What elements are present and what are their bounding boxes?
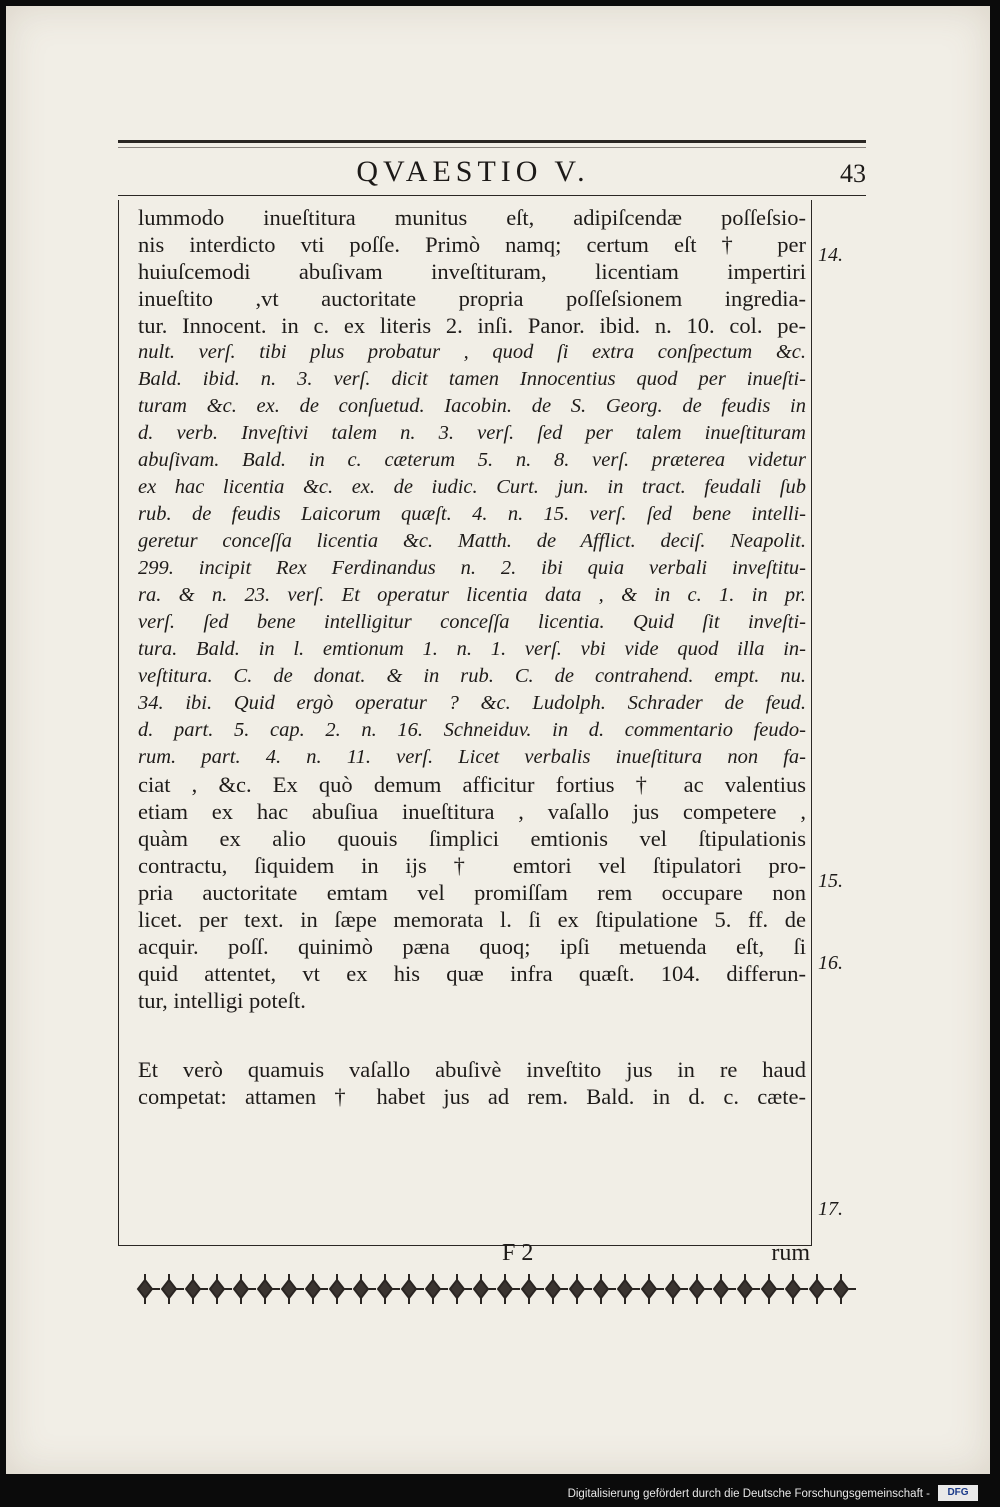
ornament-motif — [474, 1274, 496, 1304]
text-line: tur, intelligi poteſt. — [138, 988, 306, 1013]
ornament-motif — [522, 1274, 544, 1304]
text-line: nult. verſ. tibi plus probatur , quod ſi extra conſpectum &c. — [138, 341, 806, 363]
ornament-motif — [210, 1274, 232, 1304]
page-header — [118, 155, 866, 195]
text-line: verſ. ſed bene intelligitur conceſſa licentia. Quid ſit inveſti- — [138, 611, 806, 633]
paragraph-gap — [138, 1014, 806, 1056]
ornament-motif — [786, 1274, 808, 1304]
ornament-motif — [810, 1274, 832, 1304]
page-footer-line — [118, 1240, 810, 1272]
ornament-motif — [738, 1274, 760, 1304]
running-title: QVAESTIO V. — [356, 155, 590, 188]
header-rule — [118, 195, 866, 196]
margin-number: 16. — [818, 952, 843, 974]
ornament-motif — [594, 1274, 616, 1304]
top-rule — [118, 140, 866, 148]
margin-number: 15. — [818, 870, 843, 892]
ornament-motif — [258, 1274, 280, 1304]
text-line: 299. incipit Rex Ferdinandus n. 2. ibi quia verbali inveſtitu- — [138, 557, 806, 579]
text-line: quid attentet, vt ex his quæ infra quæſt. 104. differun- — [138, 961, 806, 986]
ornament-motif — [138, 1274, 160, 1304]
text-line: veſtitura. C. de donat. & in rub. C. de contrahend. empt. nu. — [138, 665, 806, 687]
ornament-motif — [570, 1274, 592, 1304]
text-line: lummodo inueſtitura munitus eſt, adipiſcendæ poſſeſsio- — [138, 205, 806, 230]
ornament-motif — [498, 1274, 520, 1304]
body-text — [138, 204, 806, 1110]
text-line: ex hac licentia &c. ex. de iudic. Curt. jun. in tract. feudali ſub — [138, 476, 806, 498]
text-line: turam &c. ex. de conſuetud. Iacobin. de S. Georg. de feudis in — [138, 395, 806, 417]
footer-bar — [0, 1474, 1000, 1507]
catchword: rum — [771, 1240, 810, 1266]
page-number: 43 — [840, 159, 866, 188]
ornament-motif — [162, 1274, 184, 1304]
text-line: geretur conceſſa licentia &c. Matth. de Afflict. deciſ. Neapolit. — [138, 530, 806, 552]
ornament-motif — [690, 1274, 712, 1304]
text-line: ra. & n. 23. verſ. Et operatur licentia data , & in c. 1. in pr. — [138, 584, 806, 606]
text-line: competat: attamen † habet jus ad rem. Bald. in d. c. cæte- — [138, 1084, 806, 1109]
text-line: d. verb. Inveſtivi talem n. 3. verſ. ſed per talem inueſtituram — [138, 422, 806, 444]
signature-mark: F 2 — [502, 1240, 534, 1266]
ornament-motif — [666, 1274, 688, 1304]
ornament-motif — [186, 1274, 208, 1304]
dfg-logo: DFG — [938, 1485, 978, 1501]
ornament-motif — [642, 1274, 664, 1304]
text-line: Bald. ibid. n. 3. verſ. dicit tamen Innocentius quod per inueſti- — [138, 368, 806, 390]
text-line: rum. part. 4. n. 11. verſ. Licet verbalis inueſtitura non fa- — [138, 746, 806, 768]
text-line: tura. Bald. in l. emtionum 1. n. 1. verſ. vbi vide quod illa in- — [138, 638, 806, 660]
ornament-motif — [426, 1274, 448, 1304]
ornament-motif — [378, 1274, 400, 1304]
text-line: inueſtito ,vt auctoritate propria poſſeſsionem ingredia- — [138, 286, 806, 311]
text-line: huiuſcemodi abuſivam inveſtituram, licentiam impertiri — [138, 259, 806, 284]
ornament-motif — [330, 1274, 352, 1304]
ornament-motif — [762, 1274, 784, 1304]
ornament-motif — [546, 1274, 568, 1304]
text-line: etiam ex hac abuſiua inueſtitura , vaſallo jus competere , — [138, 799, 806, 824]
ornament-motif — [234, 1274, 256, 1304]
text-line: acquir. poſſ. quinimò pæna quoq; ipſi metuenda eſt, ſi — [138, 934, 806, 959]
ornament-motif — [834, 1274, 856, 1304]
text-line: licet. per text. in ſæpe memorata l. ſi ex ſtipulatione 5. ff. de — [138, 907, 806, 932]
text-line: tur. Innocent. in c. ex literis 2. inſi. Panor. ibid. n. 10. col. pe- — [138, 313, 806, 338]
text-line: 34. ibi. Quid ergò operatur ? &c. Ludolph. Schrader de feud. — [138, 692, 806, 714]
ornament-motif — [282, 1274, 304, 1304]
text-line: quàm ex alio quouis ſimplici emtionis vel ſtipulationis — [138, 826, 806, 851]
text-line: d. part. 5. cap. 2. n. 16. Schneiduv. in d. commentario feudo- — [138, 719, 806, 741]
ornament-motif — [402, 1274, 424, 1304]
margin-number: 14. — [818, 244, 843, 266]
ornament-border — [132, 1270, 862, 1308]
text-line: contractu, ſiquidem in ijs † emtori vel ſtipulatori pro- — [138, 853, 806, 878]
text-line: ciat , &c. Ex quò demum afficitur fortius † ac valentius — [138, 772, 806, 797]
digitization-note: Digitalisierung gefördert durch die Deutsche Forschungsgemeinschaft - — [567, 1488, 930, 1500]
text-line: Et verò quamuis vaſallo abuſivè inveſtito jus in re haud — [138, 1057, 806, 1082]
ornament-motif — [354, 1274, 376, 1304]
ornament-motif — [714, 1274, 736, 1304]
text-line: abuſivam. Bald. in c. cæterum 5. n. 8. verſ. præterea videtur — [138, 449, 806, 471]
text-line: nis interdicto vti poſſe. Primò namq; certum eſt † per — [138, 232, 806, 257]
ornament-motif — [618, 1274, 640, 1304]
text-line: rub. de feudis Laicorum quæſt. 4. n. 15. verſ. ſed bene intelli- — [138, 503, 806, 525]
ornament-motif — [306, 1274, 328, 1304]
text-line: pria auctoritate emtam vel promiſſam rem occupare non — [138, 880, 806, 905]
margin-number: 17. — [818, 1198, 843, 1220]
ornament-motif — [450, 1274, 472, 1304]
